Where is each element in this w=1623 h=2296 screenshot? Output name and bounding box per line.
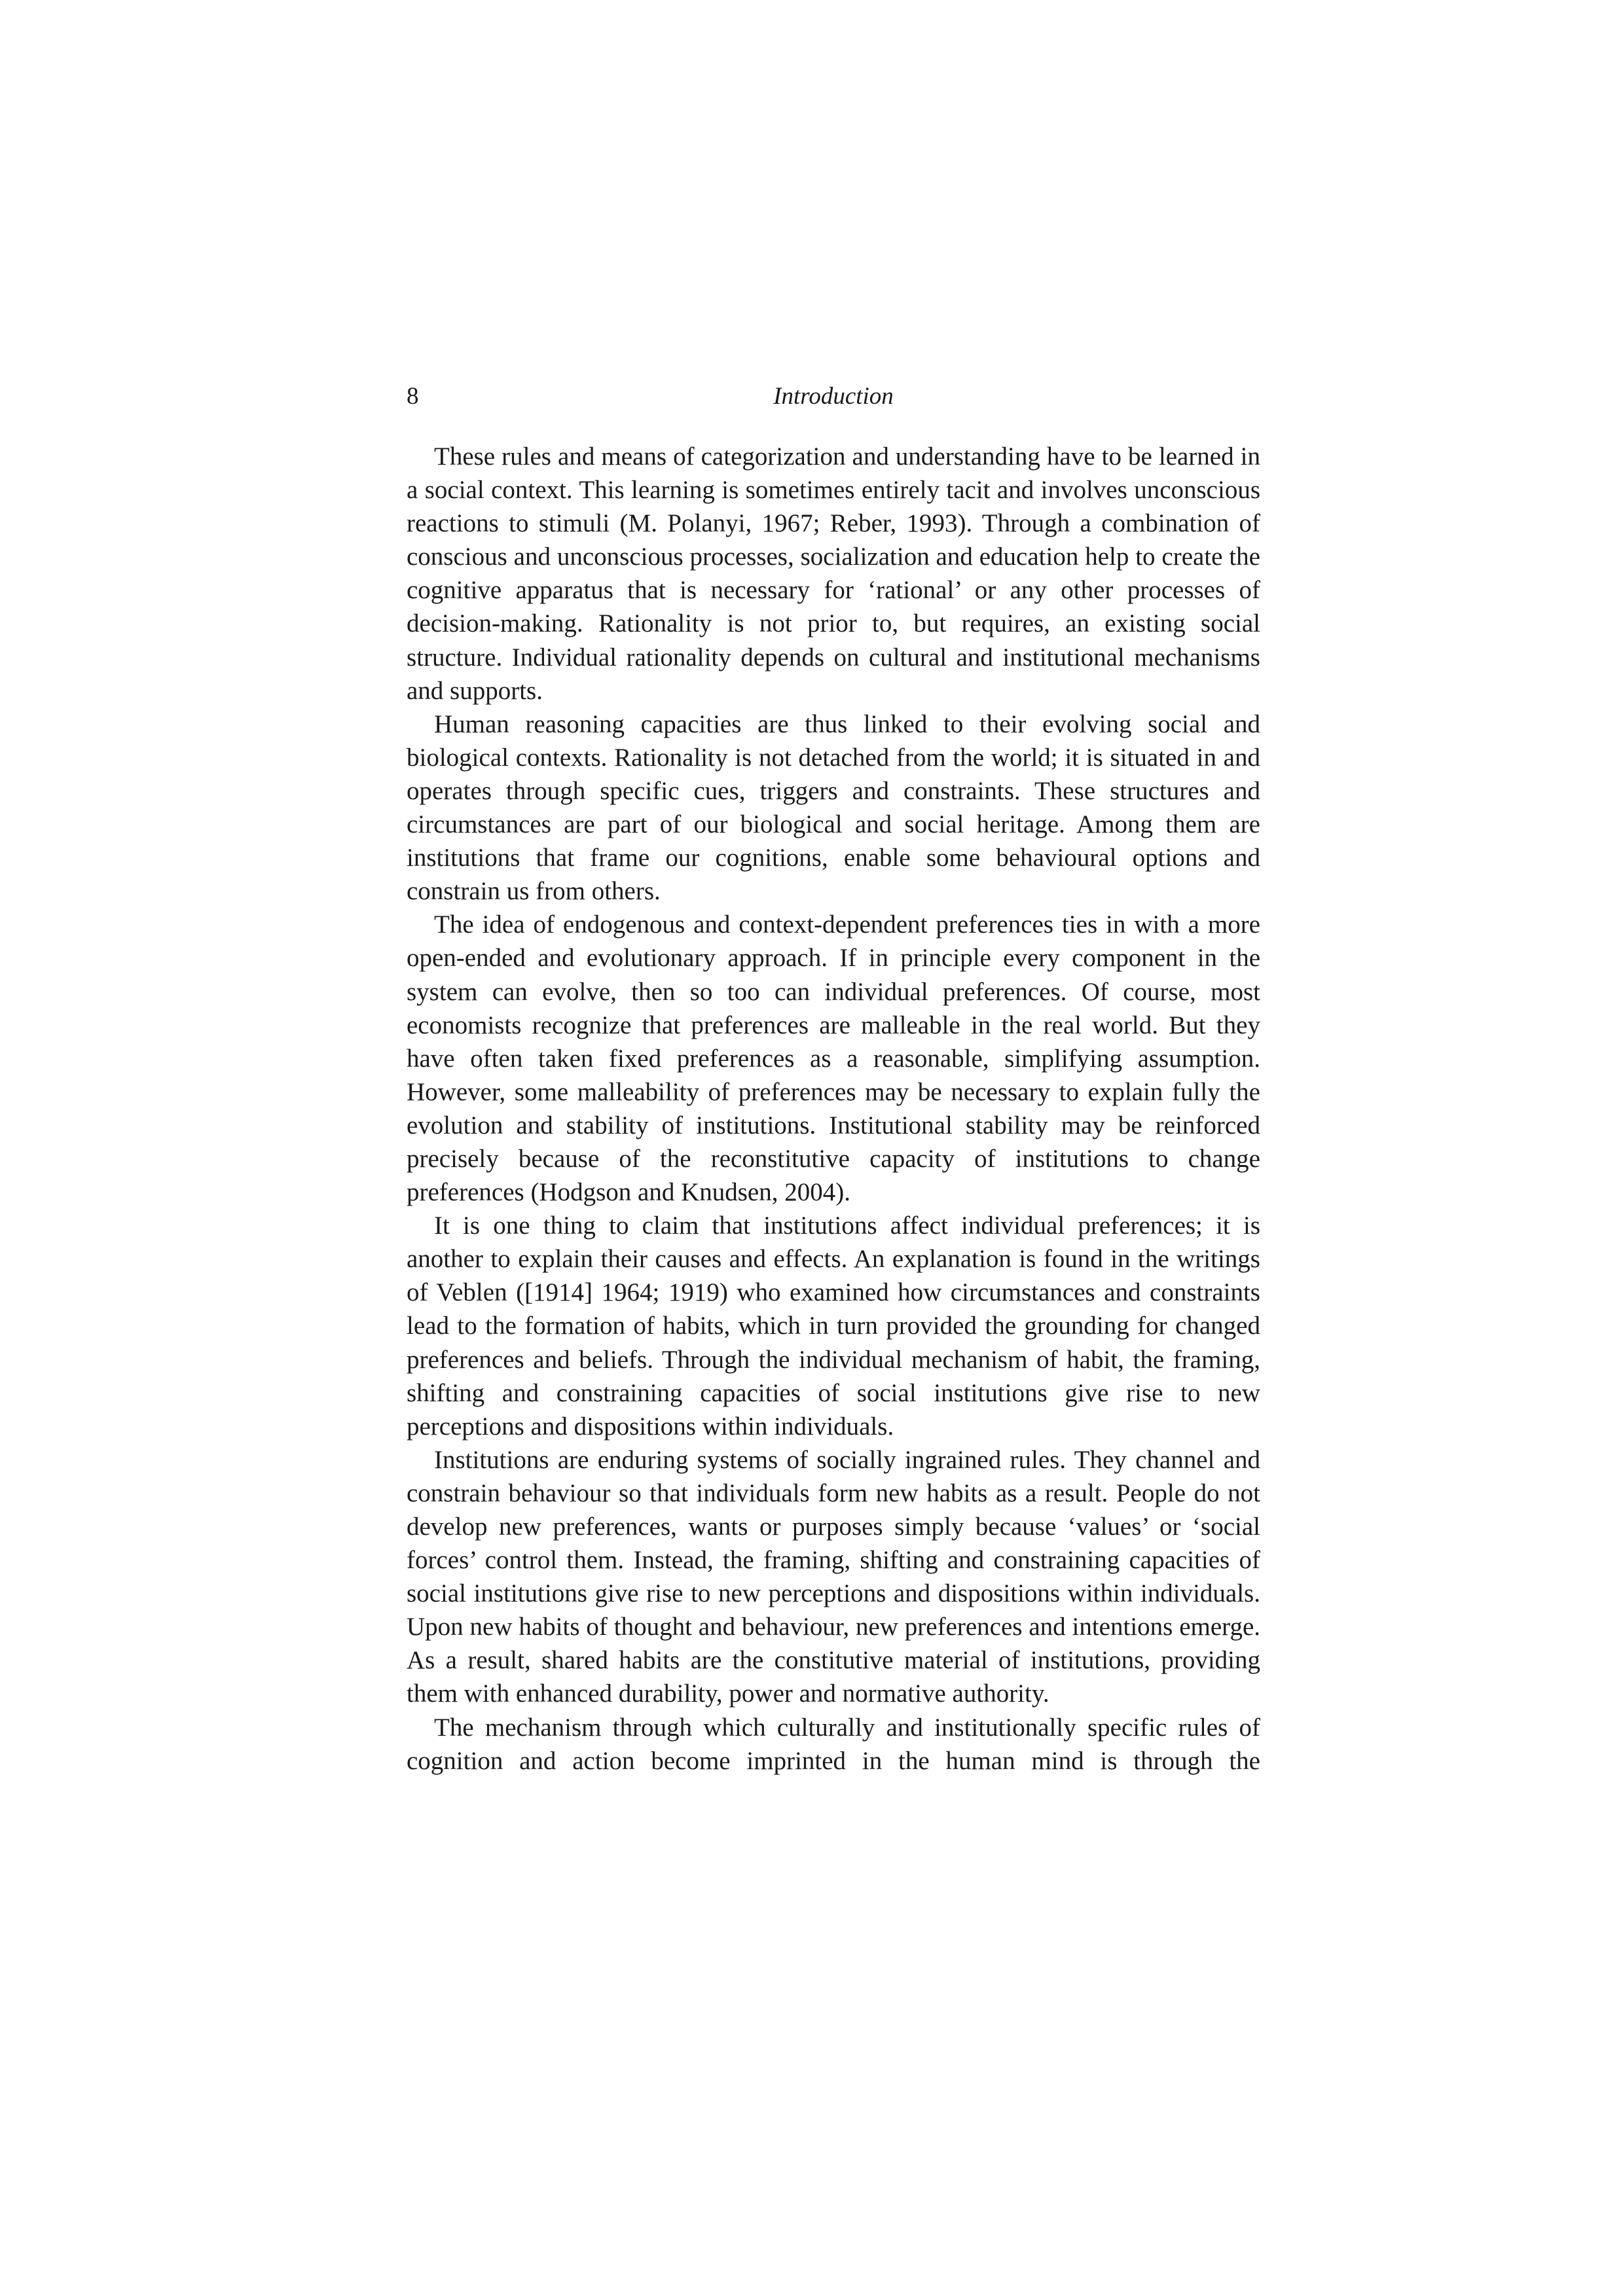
paragraph: These rules and means of categorization and understanding have to be learned in a social context. This learning is sometimes entirely tacit and involves unconscious reactions to stimuli (M. Polanyi, 1967; Reber, 1993). Through a combination of conscious and unconscious processes, socialization and education help to create the cognitive apparatus that is necessary for ‘rational’ or any other processes of decision-making. Rationality is not prior to, but requires, an existing social structure. Individual rationality depends on cultural and institutional mechanisms and supports. xyxy=(407,442,1260,705)
running-title: Introduction xyxy=(773,383,894,410)
paragraph: Institutions are enduring systems of socially ingrained rules. They channel and constrain behaviour so that individuals form new habits as a result. People do not develop new preferences, wants or purposes simply because ‘values’ or ‘social forces’ control them. Instead, the framing, shifting and constraining capacities of social institutions give rise to new perceptions and dispositions within individuals. Upon new habits of thought and behaviour, new preferences and intentions emerge. As a result, shared habits are the constitutive material of institutions, providing them with enhanced durability, power and normative authority. xyxy=(407,1445,1260,1708)
running-head xyxy=(407,382,1260,422)
page-number: 8 xyxy=(407,383,419,410)
body-text xyxy=(407,440,1260,1778)
paragraph: The mechanism through which culturally and institutionally specific rules of cognition and action become imprinted in the human mind is through the xyxy=(407,1713,1260,1775)
paragraph: The idea of endogenous and context-dependent preferences ties in with a more open-ended and evolutionary approach. If in principle every component in the system can evolve, then so too can individual preferences. Of course, most economists recognize that preferences are malleable in the real world. But they have often taken fixed preferences as a reasonable, simplifying assumption. However, some malleability of preferences may be necessary to explain fully the evolution and stability of institutions. Institutional stability may be reinforced precisely because of the reconstitutive capacity of institutions to change preferences (Hodgson and Knudsen, 2004). xyxy=(407,910,1260,1207)
paragraph: Human reasoning capacities are thus linked to their evolving social and biological contexts. Rationality is not detached from the world; it is situated in and operates through specific cues, triggers and constraints. These structures and circumstances are part of our biological and social heritage. Among them are institutions that frame our cognitions, enable some behavioural options and constrain us from others. xyxy=(407,709,1260,906)
paragraph: It is one thing to claim that institutions affect individual preferences; it is another to explain their causes and effects. An explanation is found in the writings of Veblen ([1914] 1964; 1919) who examined how circumstances and constraints lead to the formation of habits, which in turn provided the grounding for changed preferences and beliefs. Through the individual mechanism of habit, the framing, shifting and constraining capacities of social institutions give rise to new perceptions and dispositions within individuals. xyxy=(407,1211,1260,1441)
